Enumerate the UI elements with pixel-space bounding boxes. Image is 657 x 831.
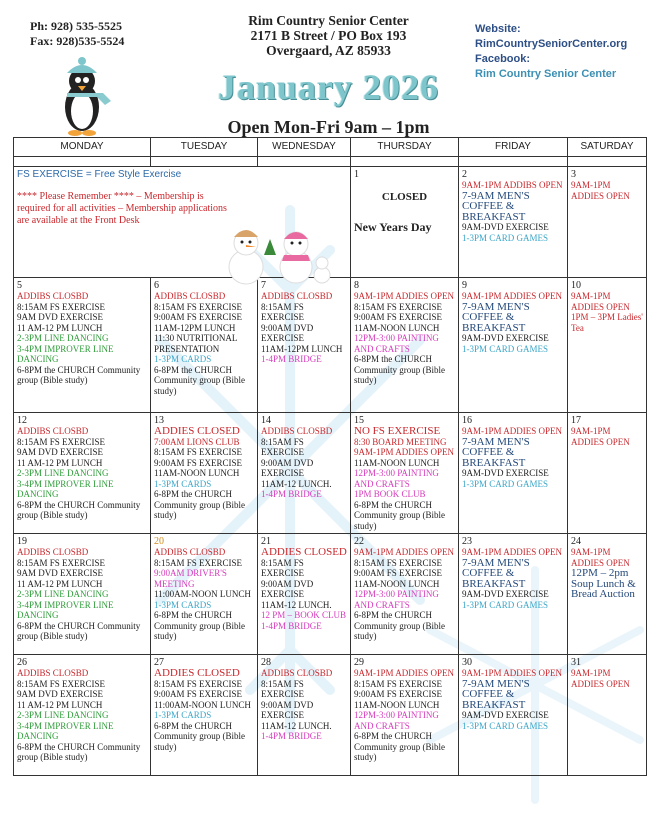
weekday-header-row (14, 138, 647, 157)
event-line: 6-8PM the CHURCH Community group (Bible study) (17, 364, 141, 385)
day-number: 17 (571, 415, 581, 426)
day-cell-tuesday (151, 278, 258, 413)
event-line: 9AM-1PM ADDIES OPEN (354, 547, 455, 557)
event-line: 9:00AM DVD EXERCISE (261, 457, 314, 478)
event-line: 8:15AM FS EXERCISE (354, 678, 443, 689)
event-line: 1-3PM CARDS (154, 354, 212, 364)
event-line: 6-8PM the CHURCH Community group (Bible study) (17, 741, 141, 762)
event-line: 8:15AM FS EXERCISE (154, 557, 243, 568)
day-number: 6 (154, 280, 159, 291)
facebook-label: Facebook: (475, 53, 531, 65)
event-line: 9AM DVD EXERCISE (17, 689, 104, 699)
event-line: 3-4PM IMPROVER LINE DANCING (17, 599, 114, 620)
event-line: CLOSED (381, 191, 428, 203)
day-number: 10 (571, 280, 581, 291)
event-line: 9:00AM DVD EXERCISE (261, 322, 314, 343)
event-line: 12PM-3:00 PAINTING AND CRAFTS (354, 710, 439, 731)
event-line: 9:00AM FS EXERCISE (354, 689, 443, 699)
event-line: 9AM-1PM ADDIES OPEN (462, 426, 563, 436)
event-line: 9AM DVD EXERCISE (17, 312, 104, 322)
event-line: 11:00AM-NOON LUNCH (154, 589, 251, 599)
event-line: 1-3PM CARD GAMES (462, 599, 549, 610)
event-line: ADDIBS CLOSBD (261, 426, 333, 436)
event-line: ADDIBS CLOSBD (17, 547, 89, 557)
event-line: ADDIES CLOSED (154, 667, 240, 679)
fs-exercise-note: FS EXERCISE = Free Style Exercise (17, 169, 182, 180)
day-cell-saturday (568, 413, 647, 534)
event-line: 2-3PM LINE DANCING (17, 710, 109, 720)
event-line: 3-4PM IMPROVER LINE DANCING (17, 720, 114, 741)
day-cell-saturday (568, 167, 647, 278)
event-line: 9:00AM FS EXERCISE (354, 568, 443, 578)
day-cell-monday (14, 278, 151, 413)
header-thursday: THURSDAY (351, 138, 459, 157)
event-line: 1-3PM CARDS (154, 599, 212, 610)
day-number: 12 (17, 415, 27, 426)
event-line: 9:00AM FS EXERCISE (154, 457, 243, 468)
event-line: ADDIES CLOSED (154, 425, 240, 437)
center-name: Rim Country Senior Center (248, 13, 409, 28)
event-line: 8:15AM FS EXERCISE (17, 557, 106, 568)
event-line: 9AM-1PM ADDIES OPEN (571, 180, 630, 201)
center-city: Overgaard, AZ 85933 (266, 43, 391, 58)
event-line: 12 PM – BOOK CLUB (261, 610, 347, 620)
day-number: 14 (261, 415, 271, 426)
day-cell-monday (14, 534, 151, 655)
day-cell-wednesday (258, 278, 351, 413)
day-cell-monday (14, 655, 151, 776)
day-number: 2 (462, 169, 467, 180)
day-number: 28 (261, 657, 271, 668)
day-cell-friday (459, 413, 568, 534)
event-line: 9AM-1PM ADDIES OPEN (571, 668, 630, 689)
event-line: 6-8PM the CHURCH Community group (Bible study) (354, 610, 445, 641)
header-friday: FRIDAY (459, 138, 568, 157)
day-number: 24 (571, 536, 581, 547)
day-number: 5 (17, 280, 22, 291)
website-label: Website: (475, 23, 521, 35)
event-line: 9AM-DVD EXERCISE (462, 589, 549, 599)
website-link[interactable]: RimCountrySeniorCenter.org (475, 38, 628, 50)
event-line: 11AM-12PM LUNCH (154, 322, 236, 333)
event-line: 2-3PM LINE DANCING (17, 589, 109, 599)
event-line: 1-3PM CARDS (154, 710, 212, 720)
event-line: 8:15AM FS EXERCISE (17, 436, 106, 447)
event-line: 9:00AM DVD EXERCISE (261, 699, 314, 720)
day-number: 13 (154, 415, 164, 426)
event-line: 9AM-DVD EXERCISE (462, 468, 549, 478)
event-line: 7-9AM MEN'S COFFEE & BREAKFAST (462, 435, 530, 469)
event-line: 6-8PM the CHURCH Community group (Bible study) (354, 354, 445, 385)
facebook-link[interactable]: Rim Country Senior Center (475, 68, 617, 80)
event-line: ADDIBS CLOSBD (261, 668, 333, 678)
day-number: 15 (354, 415, 364, 426)
event-line: 1-4PM BRIDGE (261, 489, 322, 499)
event-line: 9AM-1PM ADDIES OPEN (354, 447, 455, 457)
event-line: 1-4PM BRIDGE (261, 731, 322, 741)
event-line: 9AM-1PM ADDIES OPEN (354, 291, 455, 301)
event-line: 8:15AM FS EXERCISE (154, 301, 243, 312)
hours-banner: Open Mon-Fri 9am – 1pm (227, 117, 430, 137)
day-cell-thursday (351, 167, 459, 278)
event-line: 8:30 BOARD MEETING (354, 436, 447, 447)
event-line: 11AM-12 LUNCH. (261, 720, 332, 731)
day-number: 8 (354, 280, 359, 291)
day-cell-monday (14, 413, 151, 534)
day-number: 20 (154, 536, 164, 547)
event-line: 1-3PM CARD GAMES (462, 478, 549, 489)
day-cell-friday (459, 167, 568, 278)
event-line: 7-9AM MEN'S COFFEE & BREAKFAST (462, 300, 530, 334)
event-line: New Years Day (354, 219, 432, 234)
day-cell-saturday (568, 278, 647, 413)
event-line: 6-8PM the CHURCH Community group (Bible study) (17, 499, 141, 520)
day-number: 29 (354, 657, 364, 668)
day-cell-thursday (351, 413, 459, 534)
event-line: ADDIES CLOSED (261, 546, 347, 558)
event-line: 9AM DVD EXERCISE (17, 568, 104, 578)
event-line: 9AM-1PM ADDIES OPEN (571, 426, 630, 447)
day-number: 3 (571, 169, 576, 180)
event-line: 7-9AM MEN'S COFFEE & BREAKFAST (462, 189, 530, 223)
event-line: ADDIBS CLOSBD (17, 426, 89, 436)
event-line: 3-4PM IMPROVER LINE DANCING (17, 343, 114, 364)
event-line: 9AM-1PM ADDIBS OPEN (462, 180, 563, 190)
day-number: 9 (462, 280, 467, 291)
event-line: 9AM-1PM ADDIES OPEN (462, 291, 563, 301)
event-line: 1-3PM CARD GAMES (462, 720, 549, 731)
event-line: 8:15AM FS EXERCISE (261, 557, 305, 578)
day-cell-tuesday (151, 413, 258, 534)
day-number: 21 (261, 536, 271, 547)
event-line: ADDIBS CLOSBD (154, 547, 226, 557)
event-line: 8:15AM FS EXERCISE (154, 447, 243, 457)
day-cell-thursday (351, 655, 459, 776)
event-line: 6-8PM the CHURCH Community group (Bible study) (154, 489, 245, 520)
snowmen-icon (224, 225, 340, 287)
event-line: 11 AM-12 PM LUNCH (17, 457, 103, 468)
event-line: 9AM-DVD EXERCISE (462, 710, 549, 720)
header-wednesday: WEDNESDAY (258, 138, 351, 157)
event-line: ADDIBS CLOSBD (17, 668, 89, 678)
event-line: ADDIBS CLOSBD (17, 291, 89, 301)
event-line: 11AM-12 LUNCH. (261, 478, 332, 489)
event-line: 9:00AM FS EXERCISE (154, 312, 243, 322)
event-line: 6-8PM the CHURCH Community group (Bible study) (154, 720, 245, 752)
event-line: 6-8PM the CHURCH Community group (Bible study) (354, 499, 445, 531)
event-line: 11:00AM-NOON LUNCH (154, 699, 251, 710)
event-line: 6-8PM the CHURCH Community group (Bible study) (354, 731, 445, 762)
event-line: 12PM-3:00 PAINTING AND CRAFTS (354, 468, 439, 489)
event-line: 9:00AM DRIVER'S MEETING (154, 568, 227, 589)
day-cell-friday (459, 655, 568, 776)
day-number: 31 (571, 657, 581, 668)
day-cell-friday (459, 278, 568, 413)
event-line: 8:15AM FS EXERCISE (354, 301, 443, 312)
event-line: 8:15AM FS EXERCISE (354, 557, 443, 568)
page-title: January 2026 (217, 67, 440, 107)
week-row (14, 655, 647, 776)
day-number: 30 (462, 657, 472, 668)
event-line: 2-3PM LINE DANCING (17, 333, 109, 343)
event-line: ADDIBS CLOSBD (154, 291, 226, 301)
event-line: 11 AM-12 PM LUNCH (17, 699, 103, 710)
day-number: 1 (354, 169, 359, 180)
event-line: 8:15AM FS EXERCISE (261, 301, 305, 322)
week-row (14, 278, 647, 413)
day-cell-wednesday (258, 413, 351, 534)
event-line: 6-8PM the CHURCH Community group (Bible study) (154, 364, 245, 396)
event-line: 9:00AM FS EXERCISE (354, 312, 443, 322)
event-line: 2-3PM LINE DANCING (17, 468, 109, 478)
event-line: 9AM DVD EXERCISE (17, 447, 104, 457)
event-line: 1-3PM CARD GAMES (462, 343, 549, 354)
day-cell-saturday (568, 655, 647, 776)
event-line: 7-9AM MEN'S COFFEE & BREAKFAST (462, 556, 530, 590)
day-cell-wednesday (258, 534, 351, 655)
header-tuesday: TUESDAY (151, 138, 258, 157)
day-cell-friday (459, 534, 568, 655)
event-line: 1-3PM CARDS (154, 478, 212, 489)
day-number: 27 (154, 657, 164, 668)
day-number: 26 (17, 657, 27, 668)
event-line: 1-4PM BRIDGE (261, 620, 322, 631)
event-line: 12PM-3:00 PAINTING AND CRAFTS (354, 589, 439, 610)
event-line: 8:15AM FS EXERCISE (261, 678, 305, 699)
membership-note: **** Please Remember **** – Membership is required for all activities – Membership applications are available at the Front Desk (17, 191, 227, 226)
day-cell-wednesday (258, 655, 351, 776)
event-line: 12PM-3:00 PAINTING AND CRAFTS (354, 333, 439, 354)
event-line: 9AM-1PM ADDIES OPEN (354, 668, 455, 678)
phone-number: Ph: 928) 535-5525 (30, 19, 122, 33)
event-line: 9AM-1PM ADDIES OPEN (462, 547, 563, 557)
day-cell-tuesday (151, 534, 258, 655)
event-line: NO FS EXERCISE (354, 425, 441, 437)
event-line: 1PM BOOK CLUB (354, 489, 426, 499)
event-line: ADDIBS CLOSBD (261, 291, 333, 301)
event-line: 9AM-DVD EXERCISE (462, 222, 549, 232)
event-line: 11AM-NOON LUNCH (154, 468, 240, 478)
event-line: 1-4PM BRIDGE (261, 354, 322, 364)
event-line: 11AM-NOON LUNCH (354, 322, 440, 333)
event-line: 11AM-NOON LUNCH (354, 457, 440, 468)
event-line: 8:15AM FS EXERCISE (261, 436, 305, 457)
event-line: 11:30 NUTRITIONAL PRESENTATION (154, 333, 238, 354)
day-number: 7 (261, 280, 266, 291)
day-number: 16 (462, 415, 472, 426)
event-line: 9:00AM DVD EXERCISE (261, 578, 314, 599)
event-line: 9AM-1PM ADDIES OPEN (462, 668, 563, 678)
event-line: 11 AM-12 PM LUNCH (17, 578, 103, 589)
event-line: 6-8PM the CHURCH Community group (Bible study) (154, 610, 245, 641)
event-line: 11 AM-12 PM LUNCH (17, 322, 103, 333)
event-line: 9AM-1PM ADDIES OPEN (571, 547, 630, 568)
day-number: 22 (354, 536, 364, 547)
header-monday: MONDAY (14, 138, 151, 157)
event-line: 1-3PM CARD GAMES (462, 232, 549, 243)
blank-row (14, 157, 647, 167)
event-line: 8:15AM FS EXERCISE (17, 301, 106, 312)
event-line: 6-8PM the CHURCH Community group (Bible study) (17, 620, 141, 641)
week-row (14, 534, 647, 655)
day-number: 23 (462, 536, 472, 547)
event-line: 11AM-12 LUNCH. (261, 599, 332, 610)
event-line: 3-4PM IMPROVER LINE DANCING (17, 478, 114, 499)
event-line: 9:00AM FS EXERCISE (154, 689, 243, 699)
event-line: 11AM-12PM LUNCH (261, 343, 343, 354)
event-line: 9AM-DVD EXERCISE (462, 333, 549, 343)
event-line: 1PM – 3PM Ladies' Tea (571, 312, 643, 333)
event-line: 9AM-1PM ADDIES OPEN (571, 291, 630, 312)
event-line: 11AM-NOON LUNCH (354, 699, 440, 710)
event-line: 8:15AM FS EXERCISE (17, 678, 106, 689)
event-line: 11AM-NOON LUNCH (354, 578, 440, 589)
header-saturday: SATURDAY (568, 138, 647, 157)
center-street: 2171 B Street / PO Box 193 (250, 28, 407, 43)
event-line: 8:15AM FS EXERCISE (154, 678, 243, 689)
day-cell-saturday (568, 534, 647, 655)
day-number: 19 (17, 536, 27, 547)
day-cell-thursday (351, 278, 459, 413)
day-cell-tuesday (151, 655, 258, 776)
week-row (14, 413, 647, 534)
event-line: 7:00AM LIONS CLUB (154, 436, 240, 447)
event-line: 12PM – 2pm Soup Lunch & Bread Auction (571, 567, 636, 600)
fax-number: Fax: 928)535-5524 (30, 34, 125, 48)
event-line: 7-9AM MEN'S COFFEE & BREAKFAST (462, 677, 530, 711)
day-cell-thursday (351, 534, 459, 655)
